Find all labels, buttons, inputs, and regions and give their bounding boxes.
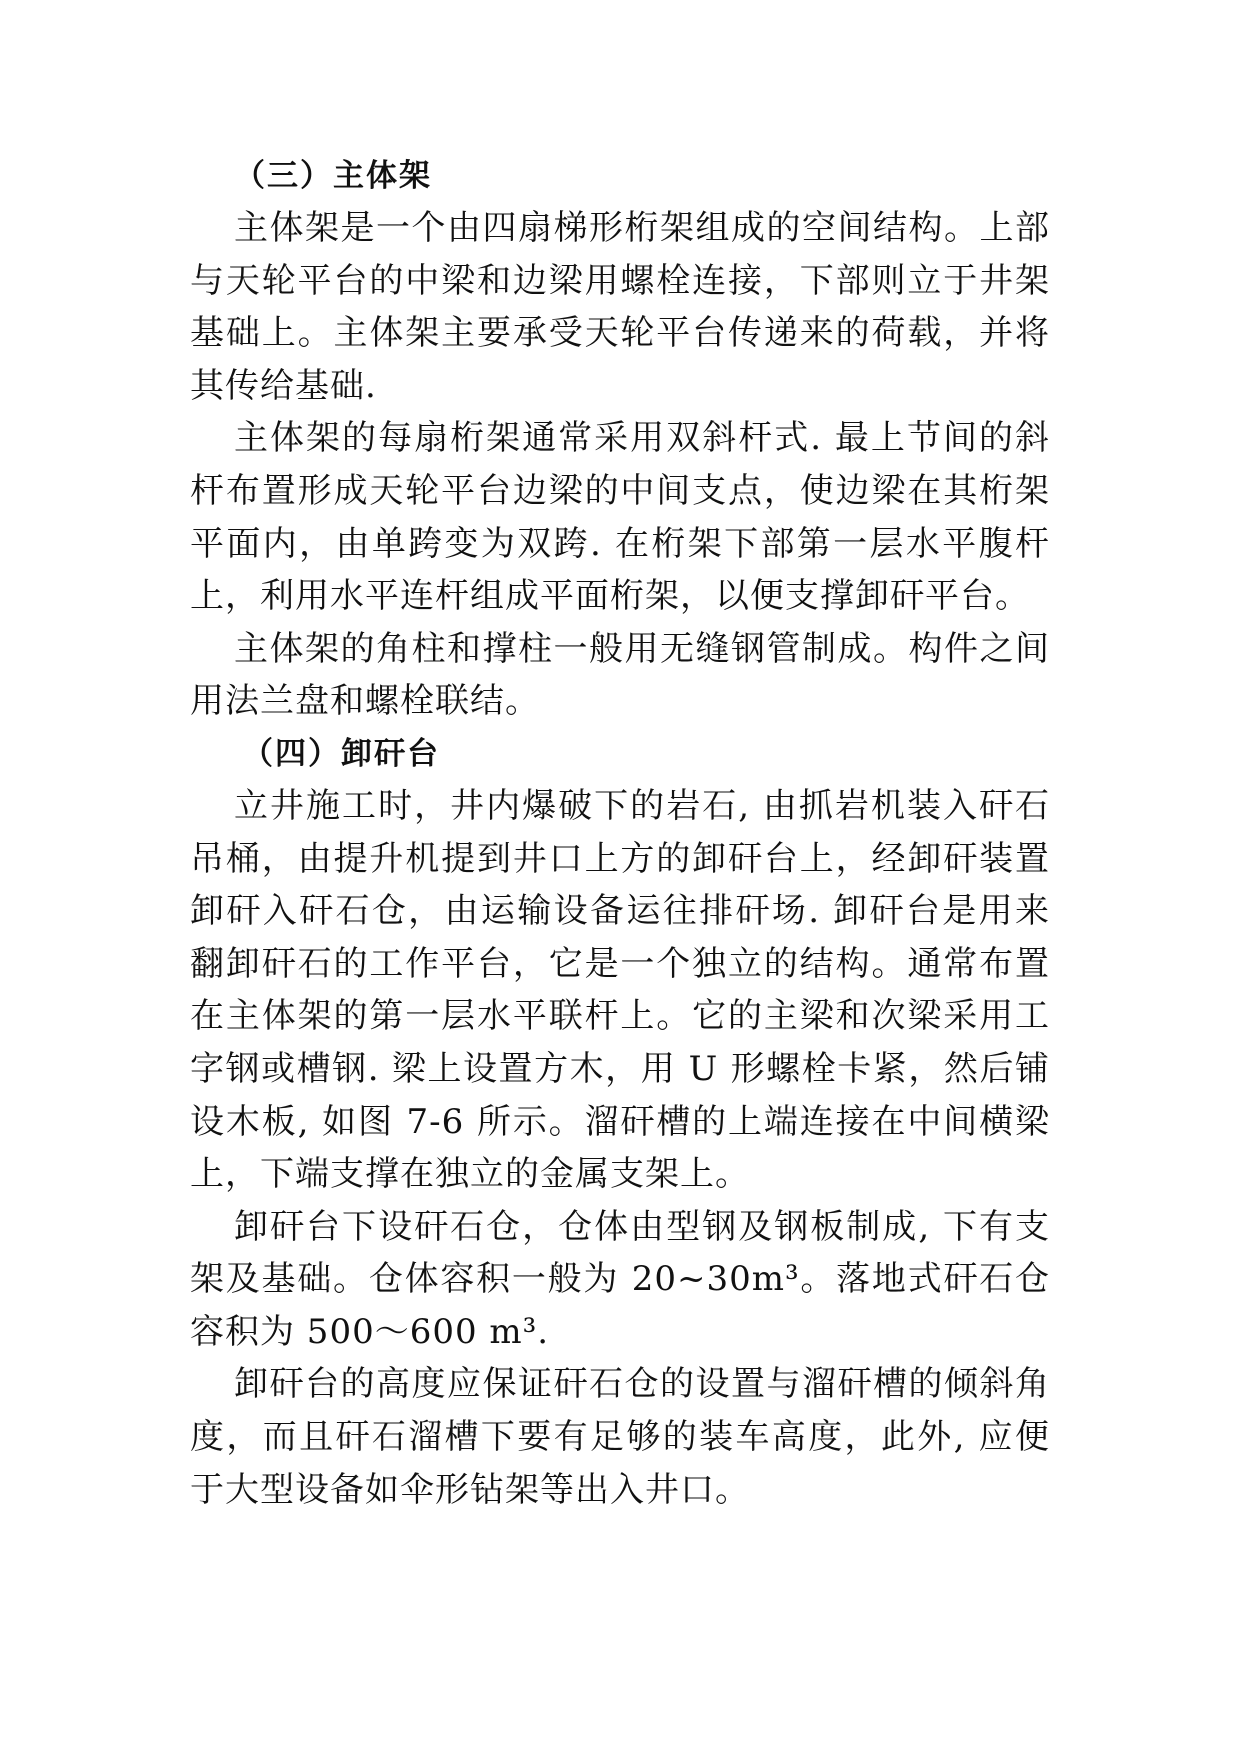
paragraph: 立井施工时，井内爆破下的岩石, 由抓岩机装入矸石吊桶，由提升机提到井口上方的卸矸台上，经卸矸装置卸矸入矸石仓，由运输设备运往排矸场. 卸矸台是用来翻卸矸石的工作平台，它是一个独立的结构。通常布置在主体架的第一层水平联杆上。它的主梁和次梁采用工字钢或槽钢. 梁上设置方木，用 U 形螺栓卡紧，然后铺设木板, 如图 7-6 所示。溜矸槽的上端连接在中间横梁上，下端支撑在独立的金属支架上。 [190, 785, 1050, 1195]
paragraph: 主体架的角柱和撑柱一般用无缝钢管制成。构件之间用法兰盘和螺栓联结。 [190, 628, 1050, 722]
section-heading-main-frame: （三）主体架 [234, 158, 432, 194]
paragraph: 卸矸台的高度应保证矸石仓的设置与溜矸槽的倾斜角度，而且矸石溜槽下要有足够的装车高度，此外, 应便于大型设备如伞形钻架等出入井口。 [190, 1364, 1050, 1510]
document-page [190, 150, 1050, 1516]
section-heading-dumping-platform: （四）卸矸台 [242, 735, 440, 772]
paragraph: 主体架的每扇桁架通常采用双斜杆式. 最上节间的斜杆布置形成天轮平台边梁的中间支点，使边梁在其桁架平面内，由单跨变为双跨. 在桁架下部第一层水平腹杆上，利用水平连杆组成平面桁架，以便支撑卸矸平台。 [190, 418, 1050, 617]
paragraph: 主体架是一个由四扇梯形桁架组成的空间结构。上部与天轮平台的中梁和边梁用螺栓连接，下部则立于井架基础上。主体架主要承受天轮平台传递来的荷载，并将其传给基础. [190, 208, 1050, 406]
paragraph: 卸矸台下设矸石仓，仓体由型钢及钢板制成, 下有支架及基础。仓体容积一般为 20~30m³。落地式矸石仓容积为 500～600 m³. [190, 1206, 1050, 1352]
